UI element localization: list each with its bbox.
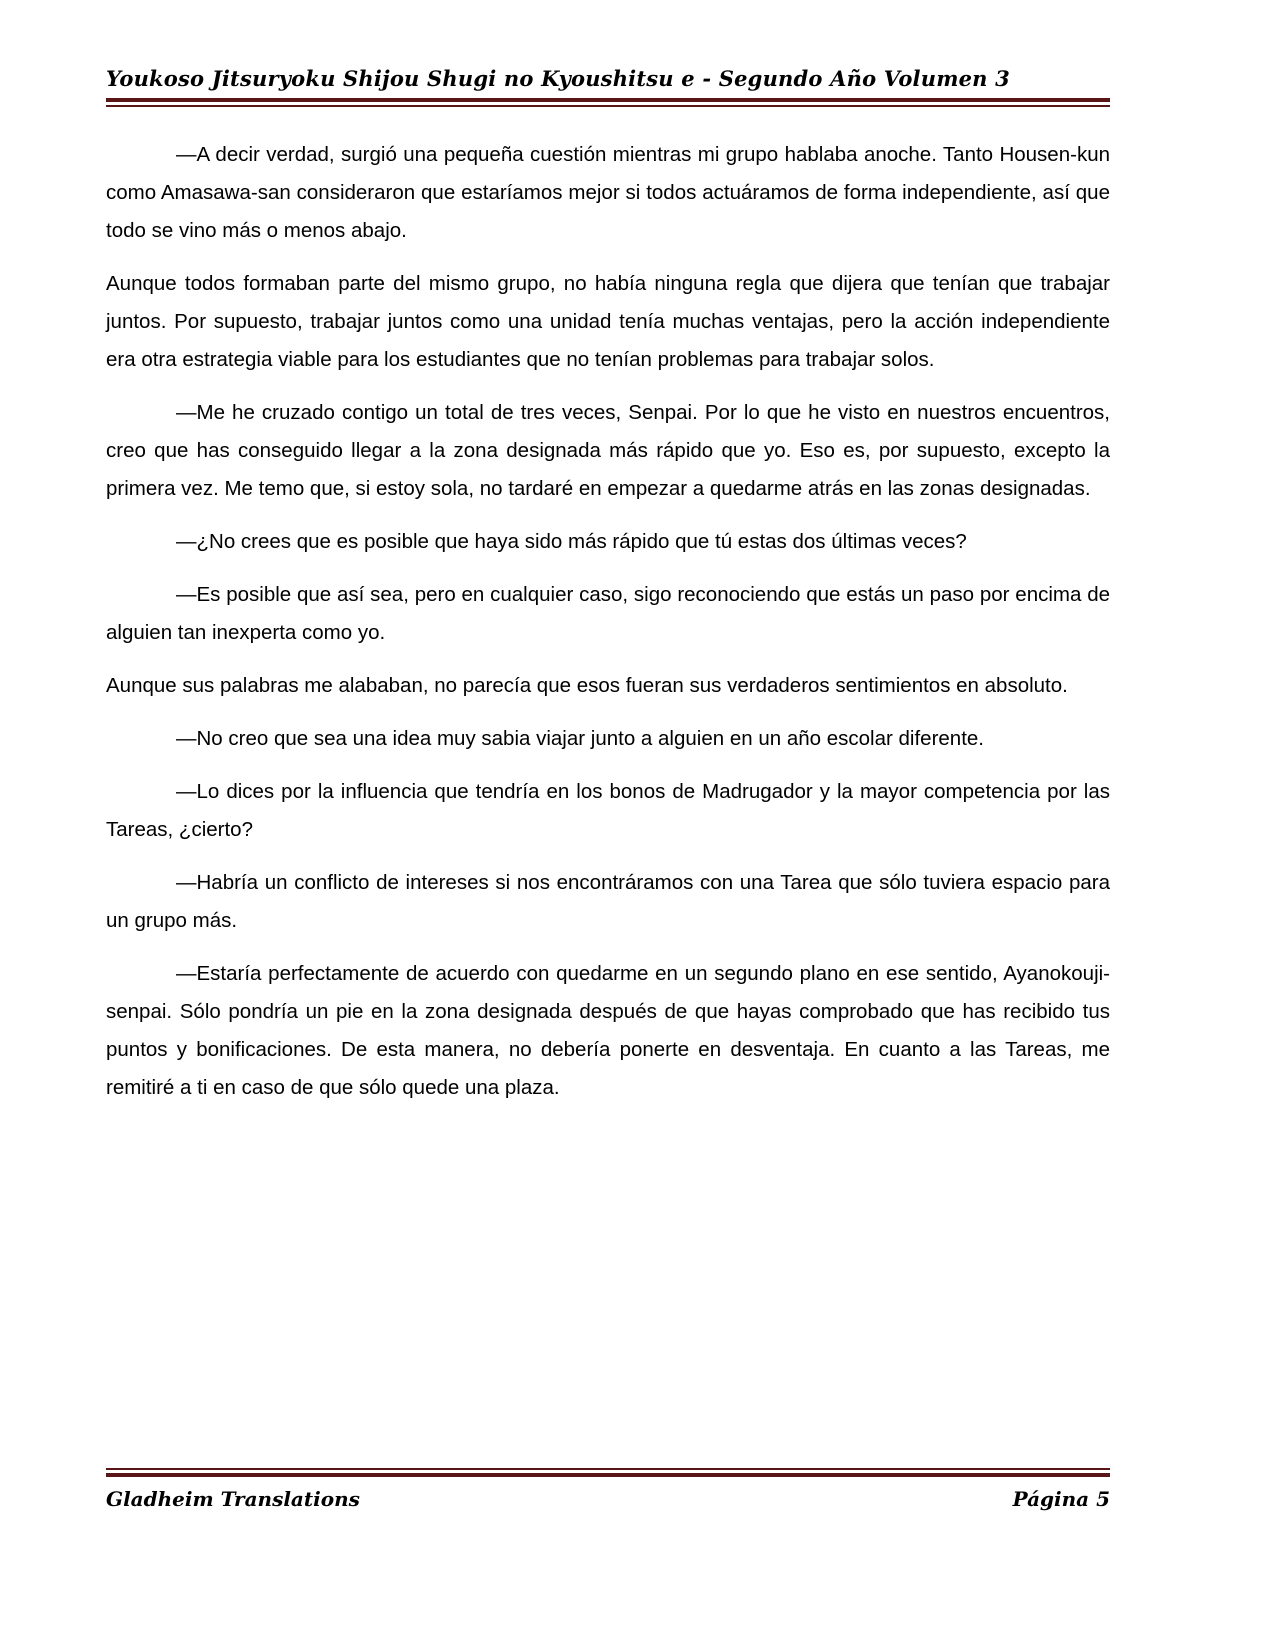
header-divider <box>106 98 1110 107</box>
paragraph: Aunque sus palabras me alababan, no parecía que esos fueran sus verdaderos sentimientos en absoluto. <box>106 674 1068 697</box>
footer-page-number: Página 5 <box>1012 1487 1110 1511</box>
footer-divider <box>106 1468 1110 1477</box>
footer-row <box>106 1487 1110 1511</box>
document-body <box>106 136 1110 1122</box>
paragraph: —Habría un conflicto de intereses si nos encontráramos con una Tarea que sólo tuviera espacio para un grupo más. <box>106 871 1110 932</box>
paragraph: —Es posible que así sea, pero en cualquier caso, sigo reconociendo que estás un paso por encima de alguien tan inexperta como yo. <box>106 583 1110 644</box>
footer-translator-credit: Gladheim Translations <box>106 1487 360 1511</box>
paragraph: —¿No crees que es posible que haya sido más rápido que tú estas dos últimas veces? <box>176 530 967 553</box>
paragraph: —Me he cruzado contigo un total de tres veces, Senpai. Por lo que he visto en nuestros encuentros, creo que has conseguido llegar a la zona designada más rápido que yo. Eso es, por supuesto, excepto la primera vez. Me temo que, si estoy sola, no tardaré en empezar a quedarme atrás en las zonas designadas. <box>106 401 1110 500</box>
paragraph: Aunque todos formaban parte del mismo grupo, no había ninguna regla que dijera que tenían que trabajar juntos. Por supuesto, trabajar juntos como una unidad tenía muchas ventajas, pero la acción independiente era otra estrategia viable para los estudiantes que no tenían problemas para trabajar solos. <box>106 272 1110 371</box>
page-footer <box>106 1468 1110 1511</box>
paragraph: —No creo que sea una idea muy sabia viajar junto a alguien en un año escolar diferente. <box>176 727 984 750</box>
header-title: Youkoso Jitsuryoku Shijou Shugi no Kyoushitsu e - Segundo Año Volumen 3 <box>106 66 1010 91</box>
paragraph: —A decir verdad, surgió una pequeña cuestión mientras mi grupo hablaba anoche. Tanto Housen-kun como Amasawa-san consideraron que estaríamos mejor si todos actuáramos de forma independiente, así que todo se vino más o menos abajo. <box>106 143 1110 242</box>
paragraph: —Lo dices por la influencia que tendría en los bonos de Madrugador y la mayor competencia por las Tareas, ¿cierto? <box>106 780 1110 841</box>
page-header <box>106 66 1110 107</box>
paragraph: —Estaría perfectamente de acuerdo con quedarme en un segundo plano en ese sentido, Ayanokouji-senpai. Sólo pondría un pie en la zona designada después de que hayas comprobado que has recibido tus puntos y bonificaciones. De esta manera, no debería ponerte en desventaja. En cuanto a las Tareas, me remitiré a ti en caso de que sólo quede una plaza. <box>106 962 1110 1099</box>
